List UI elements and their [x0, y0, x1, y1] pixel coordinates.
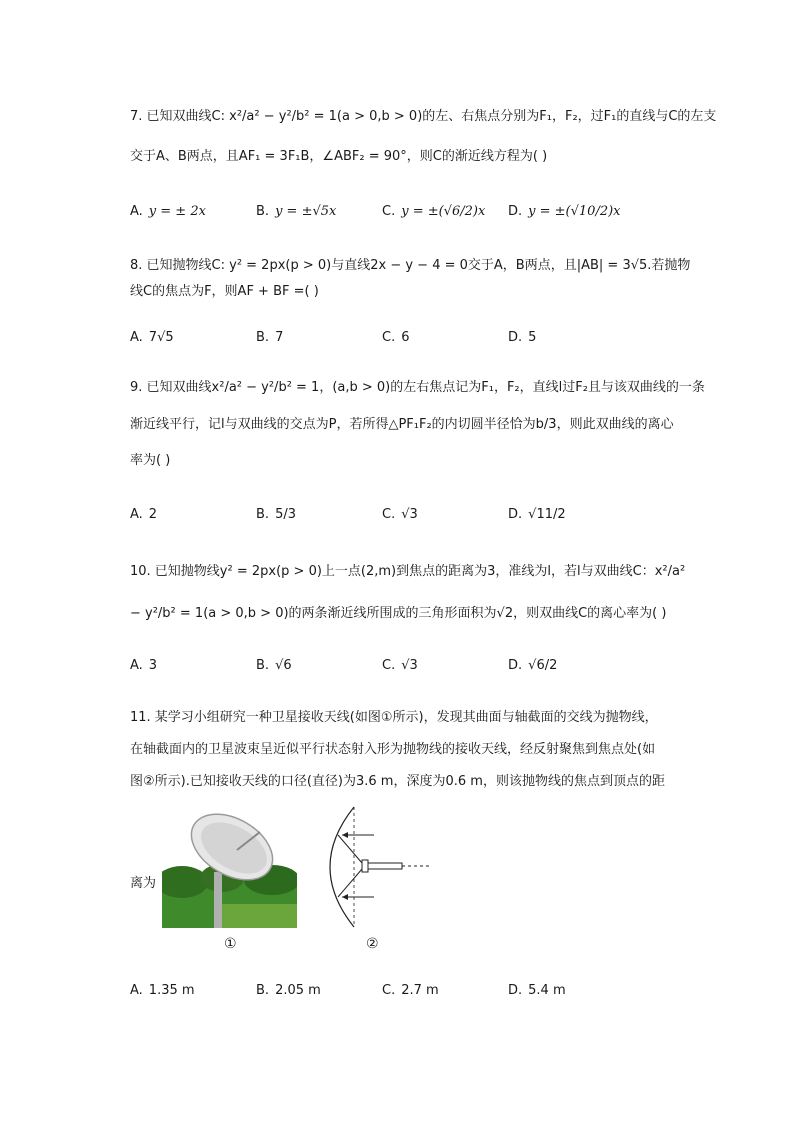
figure-satellite-dish — [162, 812, 297, 928]
question-11-line-3: 图②所示).已知接收天线的口径(直径)为3.6 m，深度为0.6 m，则该抛物线的焦点到顶点的距 — [130, 774, 665, 789]
question-10-options — [130, 658, 695, 678]
question-7 — [130, 107, 717, 167]
question-11-line-2: 在轴截面内的卫星波束呈近似平行状态射入形为抛物线的接收天线，经反射聚焦到焦点处(如 — [130, 742, 656, 757]
option-7a[interactable]: A. y = ± 2x — [130, 204, 206, 219]
option-10a[interactable]: A. 3 — [130, 658, 158, 673]
option-9c[interactable]: C. √3 — [382, 507, 418, 522]
option-11b[interactable]: B. 2.05 m — [256, 983, 321, 998]
question-10-line-2: − y²/b² = 1(a > 0,b > 0)的两条渐近线所围成的三角形面积为√2，则双曲线C的离心率为( ) — [130, 606, 667, 621]
option-11c[interactable]: C. 2.7 m — [382, 983, 439, 998]
parabola-reflection-diagram — [314, 805, 434, 930]
option-8d[interactable]: D. 5 — [508, 330, 537, 345]
question-8-line-2: 线C的焦点为F，则AF + BF =( ) — [130, 284, 319, 299]
question-7-options — [130, 204, 695, 224]
option-10d[interactable]: D. √6/2 — [508, 658, 558, 673]
question-10 — [130, 562, 695, 624]
figure-parabola-diagram — [314, 805, 434, 930]
option-8a[interactable]: A. 7√5 — [130, 330, 174, 345]
figure-2-label: ② — [366, 936, 379, 952]
option-10c[interactable]: C. √3 — [382, 658, 418, 673]
option-11a[interactable]: A. 1.35 m — [130, 983, 195, 998]
satellite-dish-illustration — [162, 812, 297, 928]
question-11 — [130, 708, 695, 792]
question-9-line-3: 率为( ) — [130, 453, 171, 468]
option-9a[interactable]: A. 2 — [130, 507, 158, 522]
question-8-line-1: 8. 已知抛物线C: y² = 2px(p > 0)与直线2x − y − 4 = 0交于A，B两点，且|AB| = 3√5.若抛物 — [130, 258, 691, 273]
option-10b[interactable]: B. √6 — [256, 658, 292, 673]
option-7b[interactable]: B. y = ±√5x — [256, 204, 337, 219]
option-11d[interactable]: D. 5.4 m — [508, 983, 566, 998]
option-8b[interactable]: B. 7 — [256, 330, 284, 345]
question-7-line-1: 7. 已知双曲线C: x²/a² − y²/b² = 1(a > 0,b > 0)的左、右焦点分别为F₁，F₂，过F₁的直线与C的左支 — [130, 109, 717, 124]
question-10-line-1: 10. 已知抛物线y² = 2px(p > 0)上一点(2,m)到焦点的距离为3，准线为l，若l与双曲线C：x²/a² — [130, 564, 686, 579]
question-7-line-2: 交于A、B两点，且AF₁ = 3F₁B，∠ABF₂ = 90°，则C的渐近线方程为( ) — [130, 149, 548, 164]
question-11-tail: 离为 — [130, 876, 157, 891]
option-7d[interactable]: D. y = ±(√10/2)x — [508, 204, 621, 219]
question-8-options — [130, 330, 695, 350]
question-11-options — [130, 983, 695, 1003]
question-9-line-2: 渐近线平行，记l与双曲线的交点为P，若所得△PF₁F₂的内切圆半径恰为b/3，则此双曲线的离心 — [130, 417, 674, 432]
question-8 — [130, 256, 695, 302]
option-9b[interactable]: B. 5/3 — [256, 507, 296, 522]
question-11-line-1: 11. 某学习小组研究一种卫星接收天线(如图①所示)，发现其曲面与轴截面的交线为抛物线， — [130, 710, 658, 725]
question-9-options — [130, 507, 695, 527]
question-9 — [130, 378, 705, 471]
option-7c[interactable]: C. y = ±(√6/2)x — [382, 204, 486, 219]
question-9-line-1: 9. 已知双曲线x²/a² − y²/b² = 1，(a,b > 0)的左右焦点记为F₁，F₂，直线l过F₂且与该双曲线的一条 — [130, 380, 705, 395]
figure-1-label: ① — [224, 936, 237, 952]
option-9d[interactable]: D. √11/2 — [508, 507, 566, 522]
option-8c[interactable]: C. 6 — [382, 330, 410, 345]
